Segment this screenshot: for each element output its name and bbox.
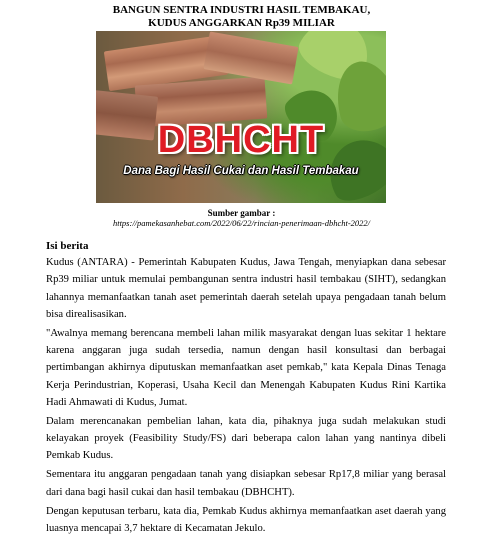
banknote-stack [203,31,298,84]
article-body [46,254,446,539]
image-source-url: https://pamekasanhebat.com/2022/06/22/rincian-penerimaan-dbhcht-2022/ [112,218,371,228]
dbhcht-banner-image [96,31,386,203]
section-heading: Isi berita [46,240,89,252]
paragraph: Sementara itu anggaran pengadaan tanah yang disiapkan sebesar Rp17,8 miliar yang berasal dari dana bagi hasil cukai dan hasil tembakau (DBHCHT). [46,469,446,498]
paragraph: Dengan keputusan terbaru, kata dia, Pemkab Kudus akhirnya memanfaatkan aset daerah yang luasnya mencapai 3,7 hektare di Kecamatan Jekulo. [46,505,446,534]
article-title-line-2: KUDUS ANGGARKAN Rp39 MILIAR [148,17,335,29]
article-title [60,4,423,30]
paragraph: "Awalnya memang berencana membeli lahan milik masyarakat dengan luas sekitar 1 hektare karena anggaran juga sudah tersedia, namun dengan hasil konsultasi dan berbagai pertimbangan akhirnya diputuskan memanfaatkan aset pemkab," kata Kepala Dinas Tenaga Kerja Perindustrian, Koperasi, Usaha Kecil dan Menengah Kabupaten Kudus Rini Kartika Hadi Ahmawati di Kudus, Jumat. [46,327,446,408]
paragraph: Kudus (ANTARA) - Pemerintah Kabupaten Kudus, Jawa Tengah, menyiapkan dana sebesar Rp39 miliar untuk memulai pembangunan sentra industri hasil tembakau (SIHT), sedangkan lahannya memanfaatkan tanah aset pemerintah daerah setelah upaya pengadaan tanah belum bisa direalisasikan. [46,257,446,320]
dbhcht-logo-text: DBHCHT [157,119,325,161]
paragraph: Dalam merencanakan pembelian lahan, kata dia, pihaknya juga sudah melakukan studi kelayakan proyek (Feasibility Study/FS) dari beberapa calon lahan yang nantinya dibeli Pemkab Kudus. [46,415,446,462]
image-source-label: Sumber gambar : [207,208,276,218]
article-title-line-1: BANGUN SENTRA INDUSTRI HASIL TEMBAKAU, [112,4,371,16]
dbhcht-subtitle: Dana Bagi Hasil Cukai dan Hasil Tembakau [123,165,359,177]
